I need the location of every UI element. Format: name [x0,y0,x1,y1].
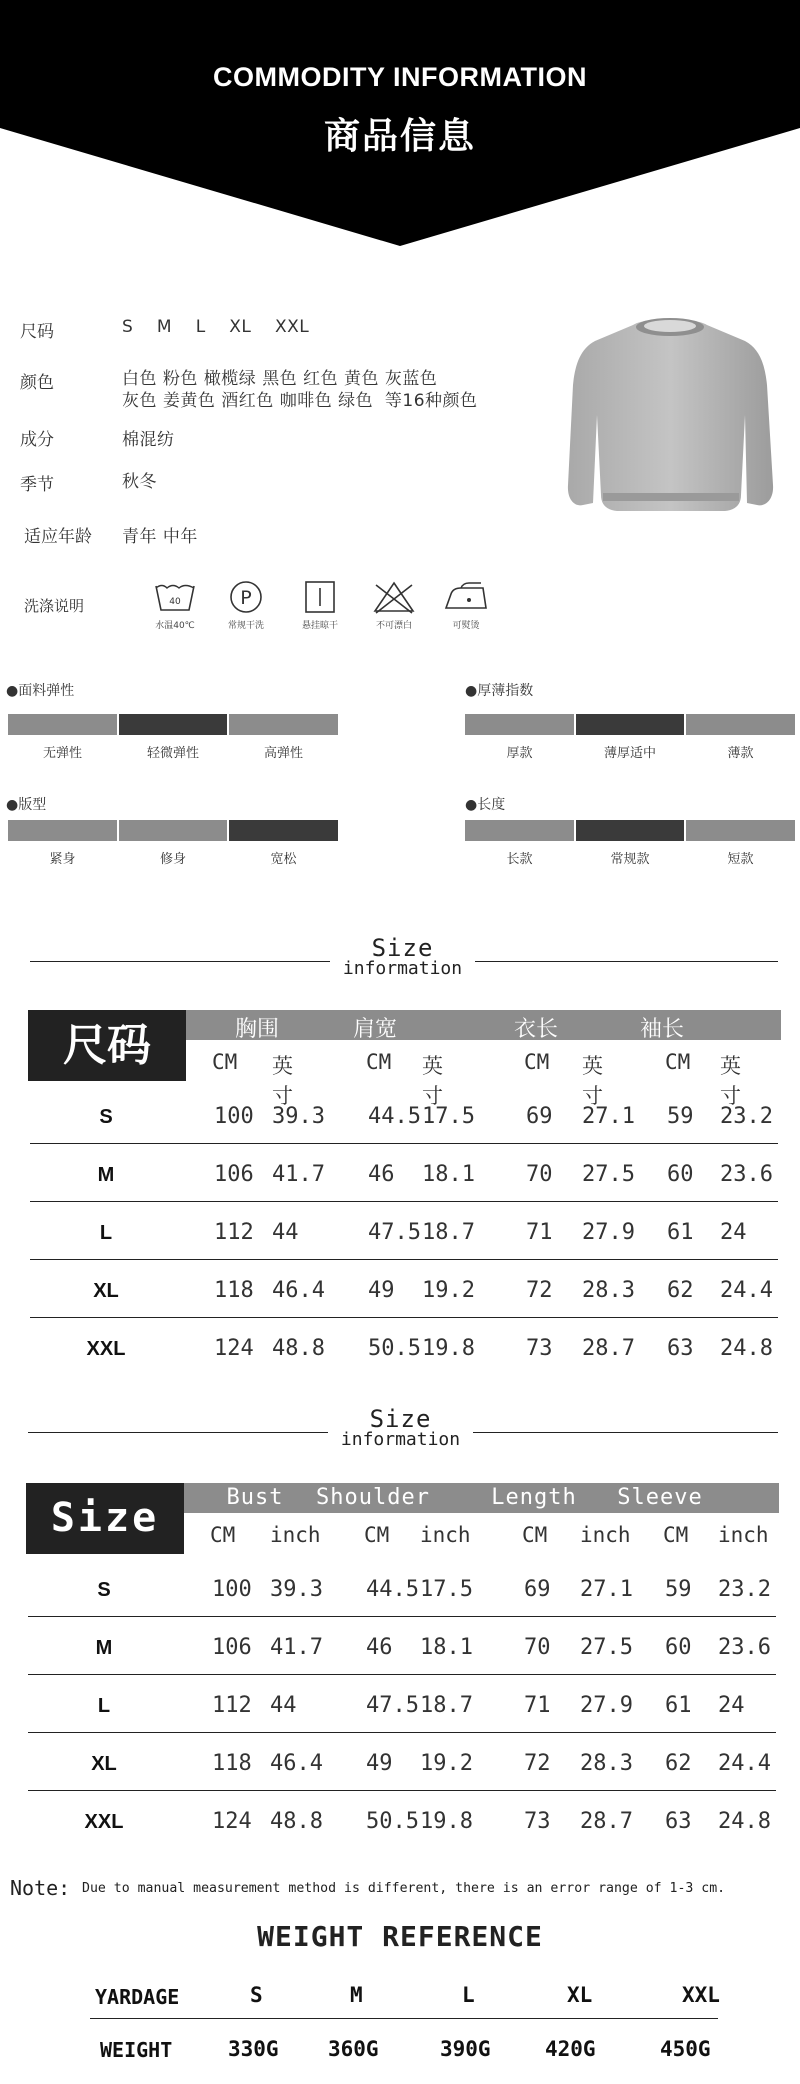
column-subheader: 英寸 [582,1054,603,1108]
material-label: 成分 [20,430,54,450]
size-value-cell: 19.2 [422,1278,475,1303]
scale-segment [465,820,574,841]
thickness-title: ●厚薄指数 [465,683,534,699]
care-item [362,580,426,631]
wash-tub-icon [153,580,197,614]
material-value: 棉混纺 [122,430,175,450]
column-subheader: CM [210,1523,236,1547]
table-corner-label: 尺码 [63,1020,151,1071]
scale-label: 紧身 [49,852,76,867]
size-label: 尺码 [20,322,54,342]
svg-text:P: P [240,587,252,609]
scale-label: 高弹性 [263,746,303,761]
size-value-cell: 27.9 [580,1693,633,1718]
scale-label: 薄款 [727,746,754,761]
size-row-label: XXL [86,1338,126,1360]
no-bleach-icon [372,580,416,614]
scale-label: 宽松 [270,852,297,867]
size-value-cell: 27.1 [582,1104,635,1129]
weight-label: WEIGHT [100,2038,173,2062]
size-value-cell: 44 [272,1220,299,1245]
scale-segment-selected [576,820,684,841]
scale-segment [686,820,795,841]
size-value-cell: 112 [212,1693,252,1718]
weight-value: 360G [328,2037,379,2061]
scale-label: 修身 [159,852,186,867]
size-value-cell: 41.7 [270,1635,323,1660]
scale-label: 无弹性 [42,746,82,761]
season-label: 季节 [20,475,54,495]
hang-dry-icon [298,580,342,614]
column-group-header: Sleeve [617,1485,703,1510]
size-value-cell: 24.4 [718,1751,771,1776]
size-value-cell: 50.5 [366,1809,419,1834]
elasticity-scale [8,714,338,761]
length-title: ●长度 [465,797,506,813]
scale-label: 轻微弹性 [146,746,199,761]
row-divider [30,1143,778,1144]
care-label: 常规干洗 [227,621,264,631]
care-label: 水温40℃ [155,621,195,631]
size-value-cell: 27.5 [582,1162,635,1187]
column-subheader: CM [522,1523,548,1547]
size-value-cell: 70 [526,1162,553,1187]
size-value-cell: 24.8 [720,1336,773,1361]
care-item [143,580,207,631]
size-value-cell: 71 [524,1693,551,1718]
size-value-cell: 39.3 [270,1577,323,1602]
row-divider [28,1674,776,1675]
size-value-cell: 63 [665,1809,692,1834]
column-subheader: CM [366,1050,392,1074]
yardage-size: S [250,1983,263,2007]
size-value: S M L XL XXL [122,317,310,337]
size-value-cell: 24.8 [718,1809,771,1834]
size-value-cell: 28.3 [582,1278,635,1303]
size-value-cell: 59 [667,1104,694,1129]
size-value-cell: 62 [665,1751,692,1776]
column-subheader: CM [212,1050,238,1074]
size-value-cell: 112 [214,1220,254,1245]
sweatshirt-image [565,305,775,535]
size-value-cell: 62 [667,1278,694,1303]
column-subheader: 英寸 [272,1054,293,1108]
care-item [434,580,498,631]
color-line-2: 灰色 姜黄色 酒红色 咖啡色 绿色 等16种颜色 [122,391,478,411]
size-value-cell: 73 [524,1809,551,1834]
yardage-size: M [350,1983,363,2007]
size-row-label: XL [93,1280,119,1302]
weight-divider [90,2018,718,2019]
column-subheader: CM [665,1050,691,1074]
yardage-size: L [462,1983,475,2007]
size-value-cell: 118 [212,1751,252,1776]
column-subheader: CM [524,1050,550,1074]
size-value-cell: 48.8 [270,1809,323,1834]
size-value-cell: 124 [214,1336,254,1361]
column-group-header: Shoulder [316,1485,430,1510]
size-value-cell: 46.4 [272,1278,325,1303]
size-value-cell: 28.7 [582,1336,635,1361]
weight-value: 420G [545,2037,596,2061]
size-value-cell: 39.3 [272,1104,325,1129]
scale-label: 厚款 [506,746,533,761]
scale-label: 长款 [506,852,533,867]
size-value-cell: 41.7 [272,1162,325,1187]
divider-line [473,1432,778,1433]
dry-clean-icon [224,580,268,614]
size-value-cell: 60 [667,1162,694,1187]
scale-label: 短款 [727,852,754,867]
size-value-cell: 73 [526,1336,553,1361]
column-subheader: CM [364,1523,390,1547]
care-label: 可熨烫 [452,621,480,631]
size-value-cell: 61 [665,1693,692,1718]
size-value-cell: 63 [667,1336,694,1361]
note-prefix: Note: [10,1876,71,1900]
size-value-cell: 47.5 [366,1693,419,1718]
size-value-cell: 24 [720,1220,747,1245]
column-subheader: CM [663,1523,689,1547]
size-value-cell: 24.4 [720,1278,773,1303]
size-heading-top: Size [371,934,434,962]
size-value-cell: 106 [212,1635,252,1660]
yardage-label: YARDAGE [95,1985,180,2009]
scale-segment [686,714,795,735]
size-value-cell: 72 [524,1751,551,1776]
size-heading-bottom: information [342,958,463,979]
size-value-cell: 71 [526,1220,553,1245]
weight-value: 450G [660,2037,711,2061]
size-value-cell: 19.2 [420,1751,473,1776]
size-value-cell: 28.3 [580,1751,633,1776]
size-value-cell: 23.6 [718,1635,771,1660]
thickness-scale [465,714,795,761]
size-row-label: S [97,1579,111,1601]
scale-segment [229,714,338,735]
size-value-cell: 46 [368,1162,395,1187]
size-value-cell: 106 [214,1162,254,1187]
column-group-header: 肩宽 [352,1017,397,1042]
header-title-cn: 商品信息 [323,116,476,157]
size-value-cell: 23.2 [718,1577,771,1602]
size-value-cell: 19.8 [420,1809,473,1834]
weight-value: 390G [440,2037,491,2061]
size-value-cell: 17.5 [422,1104,475,1129]
size-value-cell: 50.5 [368,1336,421,1361]
scale-segment [119,820,227,841]
size-heading-top: Size [369,1405,432,1433]
note-text: Due to manual measurement method is different, there is an error range of 1-3 cm. [82,1881,726,1896]
size-value-cell: 69 [526,1104,553,1129]
row-divider [28,1616,776,1617]
size-row-label: XL [91,1753,117,1775]
size-value-cell: 28.7 [580,1809,633,1834]
scale-segment [465,714,574,735]
age-value: 青年 中年 [122,527,198,547]
row-divider [30,1317,778,1318]
care-label: 不可漂白 [375,621,412,631]
size-value-cell: 18.1 [422,1162,475,1187]
column-subheader: inch [580,1523,631,1547]
column-subheader: 英寸 [422,1054,443,1108]
care-item [214,580,278,631]
wash-label: 洗涤说明 [24,597,85,615]
size-value-cell: 27.9 [582,1220,635,1245]
size-row-label: XXL [84,1811,124,1833]
size-value-cell: 44.5 [366,1577,419,1602]
size-value-cell: 48.8 [272,1336,325,1361]
size-value-cell: 44.5 [368,1104,421,1129]
size-value-cell: 60 [665,1635,692,1660]
scale-segment-selected [119,714,227,735]
size-value-cell: 70 [524,1635,551,1660]
divider-line [475,961,778,962]
weight-title: WEIGHT REFERENCE [257,1920,543,1953]
size-value-cell: 59 [665,1577,692,1602]
column-subheader: inch [718,1523,769,1547]
fit-scale [8,820,338,867]
size-value-cell: 18.7 [420,1693,473,1718]
care-item [288,580,352,631]
care-label: 悬挂晾干 [301,621,338,631]
season-value: 秋冬 [122,472,157,492]
scale-segment [8,714,117,735]
column-group-header: 袖长 [639,1017,684,1042]
size-value-cell: 23.6 [720,1162,773,1187]
size-row-label: S [99,1106,113,1128]
color-line-1: 白色 粉色 橄榄绿 黑色 红色 黄色 灰蓝色 [122,369,438,389]
iron-icon [443,580,489,614]
size-value-cell: 46 [366,1635,393,1660]
scale-label: 薄厚适中 [603,746,656,761]
size-value-cell: 19.8 [422,1336,475,1361]
size-value-cell: 49 [368,1278,395,1303]
column-group-header: Length [491,1485,577,1510]
yardage-size: XXL [682,1983,720,2007]
column-subheader: 英寸 [720,1054,741,1108]
size-value-cell: 118 [214,1278,254,1303]
size-value-cell: 44 [270,1693,297,1718]
size-row-label: L [99,1222,113,1244]
column-group-header: 衣长 [513,1017,558,1042]
size-value-cell: 100 [212,1577,252,1602]
size-value-cell: 18.7 [422,1220,475,1245]
size-value-cell: 24 [718,1693,745,1718]
length-scale [465,820,795,867]
color-label: 颜色 [20,373,54,393]
size-value-cell: 69 [524,1577,551,1602]
yardage-size: XL [567,1983,593,2007]
size-value-cell: 23.2 [720,1104,773,1129]
size-value-cell: 49 [366,1751,393,1776]
row-divider [30,1201,778,1202]
size-value-cell: 18.1 [420,1635,473,1660]
age-label: 适应年龄 [24,527,92,547]
size-value-cell: 61 [667,1220,694,1245]
row-divider [30,1259,778,1260]
divider-line [28,1432,328,1433]
size-value-cell: 27.1 [580,1577,633,1602]
scale-segment-selected [229,820,338,841]
divider-line [30,961,330,962]
size-value-cell: 17.5 [420,1577,473,1602]
column-group-header: Bust [226,1485,284,1510]
size-row-label: M [97,1164,115,1186]
scale-segment [8,820,117,841]
size-heading-bottom: information [340,1429,461,1450]
size-value-cell: 100 [214,1104,254,1129]
scale-segment-selected [576,714,684,735]
weight-value: 330G [228,2037,279,2061]
size-row-label: L [97,1695,111,1717]
size-value-cell: 46.4 [270,1751,323,1776]
column-subheader: inch [420,1523,471,1547]
size-value-cell: 47.5 [368,1220,421,1245]
size-value-cell: 72 [526,1278,553,1303]
row-divider [28,1790,776,1791]
svg-text:40: 40 [169,597,181,607]
fit-title: ●版型 [6,797,47,813]
scale-label: 常规款 [610,852,650,867]
header-title-en: COMMODITY INFORMATION [213,62,587,92]
elasticity-title: ●面料弹性 [6,683,75,699]
row-divider [28,1732,776,1733]
size-value-cell: 124 [212,1809,252,1834]
table-corner-label: Size [50,1495,160,1541]
column-group-header: 胸围 [234,1017,279,1042]
size-value-cell: 27.5 [580,1635,633,1660]
column-subheader: inch [270,1523,321,1547]
size-row-label: M [95,1637,113,1659]
